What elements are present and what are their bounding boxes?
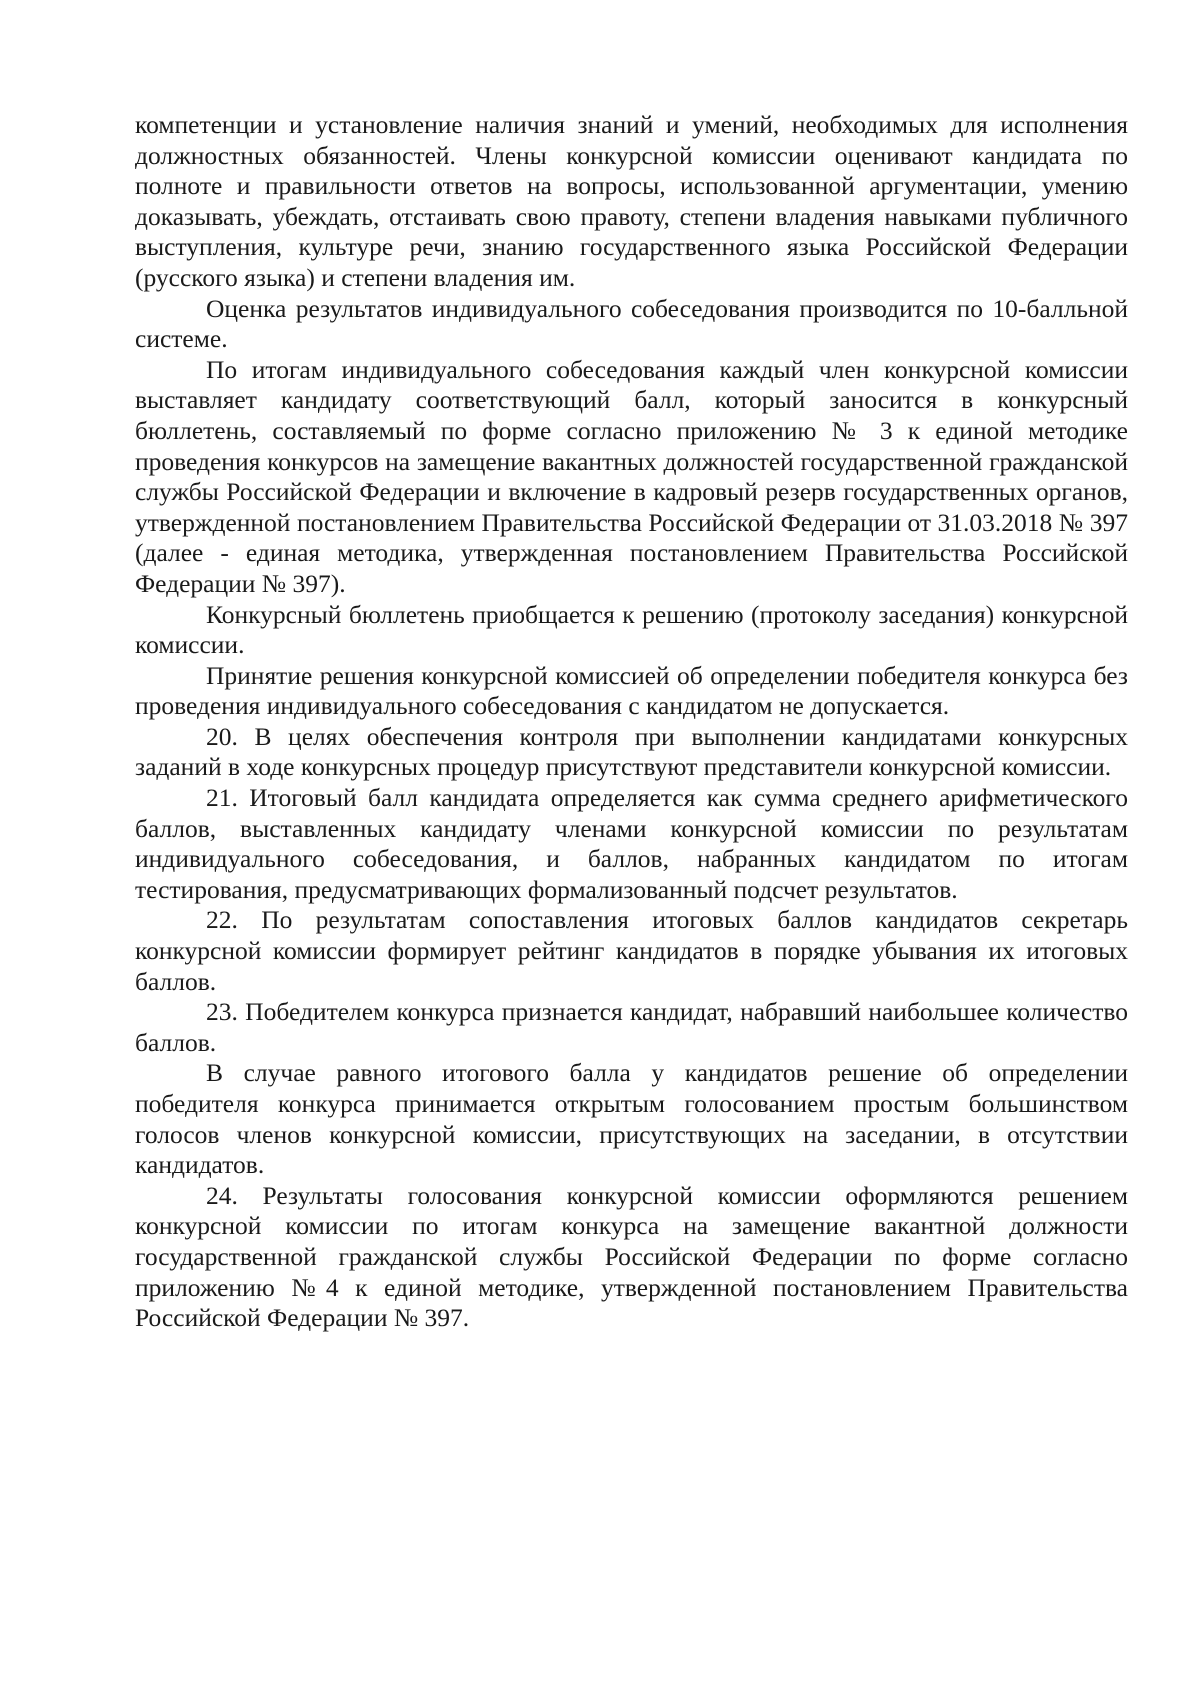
paragraph-item-20: 20. В целях обеспечения контроля при выполнении кандидатами конкурсных заданий в ходе конкурсных процедур присутствуют представители конкурсной комиссии.	[135, 721, 1128, 782]
paragraph-tie-vote: В случае равного итогового балла у кандидатов решение об определении победителя конкурса принимается открытым голосованием простым большинством голосов членов конкурсной комиссии, присутствующих на заседании, в отсутствии кандидатов.	[135, 1058, 1128, 1180]
paragraph-competence-assessment: компетенции и установление наличия знаний и умений, необходимых для исполнения должностных обязанностей. Члены конкурсной комиссии оценивают кандидата по полноте и правильности ответов на вопросы, использованной аргументации, умению доказывать, убеждать, отстаивать свою правоту, степени владения навыками публичного выступления, культуре речи, знанию государственного языка Российской Федерации (русского языка) и степени владения им.	[135, 110, 1128, 292]
paragraph-item-23: 23. Победителем конкурса признается кандидат, набравший наибольшее количество баллов.	[135, 997, 1128, 1057]
paragraph-item-21: 21. Итоговый балл кандидата определяется как сумма среднего арифметического баллов, выставленных кандидату членами конкурсной комиссии по результатам индивидуального собеседования, и баллов, набранных кандидатом по итогам тестирования, предусматривающих формализованный подсчет результатов.	[135, 783, 1128, 904]
paragraph-item-24: 24. Результаты голосования конкурсной комиссии оформляются решением конкурсной комиссии по итогам конкурса на замещение вакантной должности государственной гражданской службы Российской Федерации по форме согласно приложению №4 к единой методике, утвержденной постановлением Правительства Российской Федерации № 397.	[135, 1180, 1128, 1333]
paragraph-interview-required: Принятие решения конкурсной комиссией об определении победителя конкурса без проведения индивидуального собеседования с кандидатом не допускается.	[135, 660, 1128, 721]
paragraph-ballot-attachment: Конкурсный бюллетень приобщается к решению (протоколу заседания) конкурсной комиссии.	[135, 599, 1128, 660]
document-body	[135, 110, 1128, 1334]
paragraph-item-22: 22. По результатам сопоставления итоговых баллов кандидатов секретарь конкурсной комиссии формирует рейтинг кандидатов в порядке убывания их итоговых баллов.	[135, 905, 1128, 996]
paragraph-scoring-system: Оценка результатов индивидуального собеседования производится по 10-балльной системе.	[135, 293, 1128, 354]
paragraph-ballot: По итогам индивидуального собеседования каждый член конкурсной комиссии выставляет кандидату соответствующий балл, который заносится в конкурсный бюллетень, составляемый по форме согласно приложению № 3 к единой методике проведения конкурсов на замещение вакантных должностей государственной гражданской службы Российской Федерации и включение в кадровый резерв государственных органов, утвержденной постановлением Правительства Российской Федерации от 31.03.2018 № 397 (далее - единая методика, утвержденная постановлением Правительства Российской Федерации № 397).	[135, 354, 1128, 598]
